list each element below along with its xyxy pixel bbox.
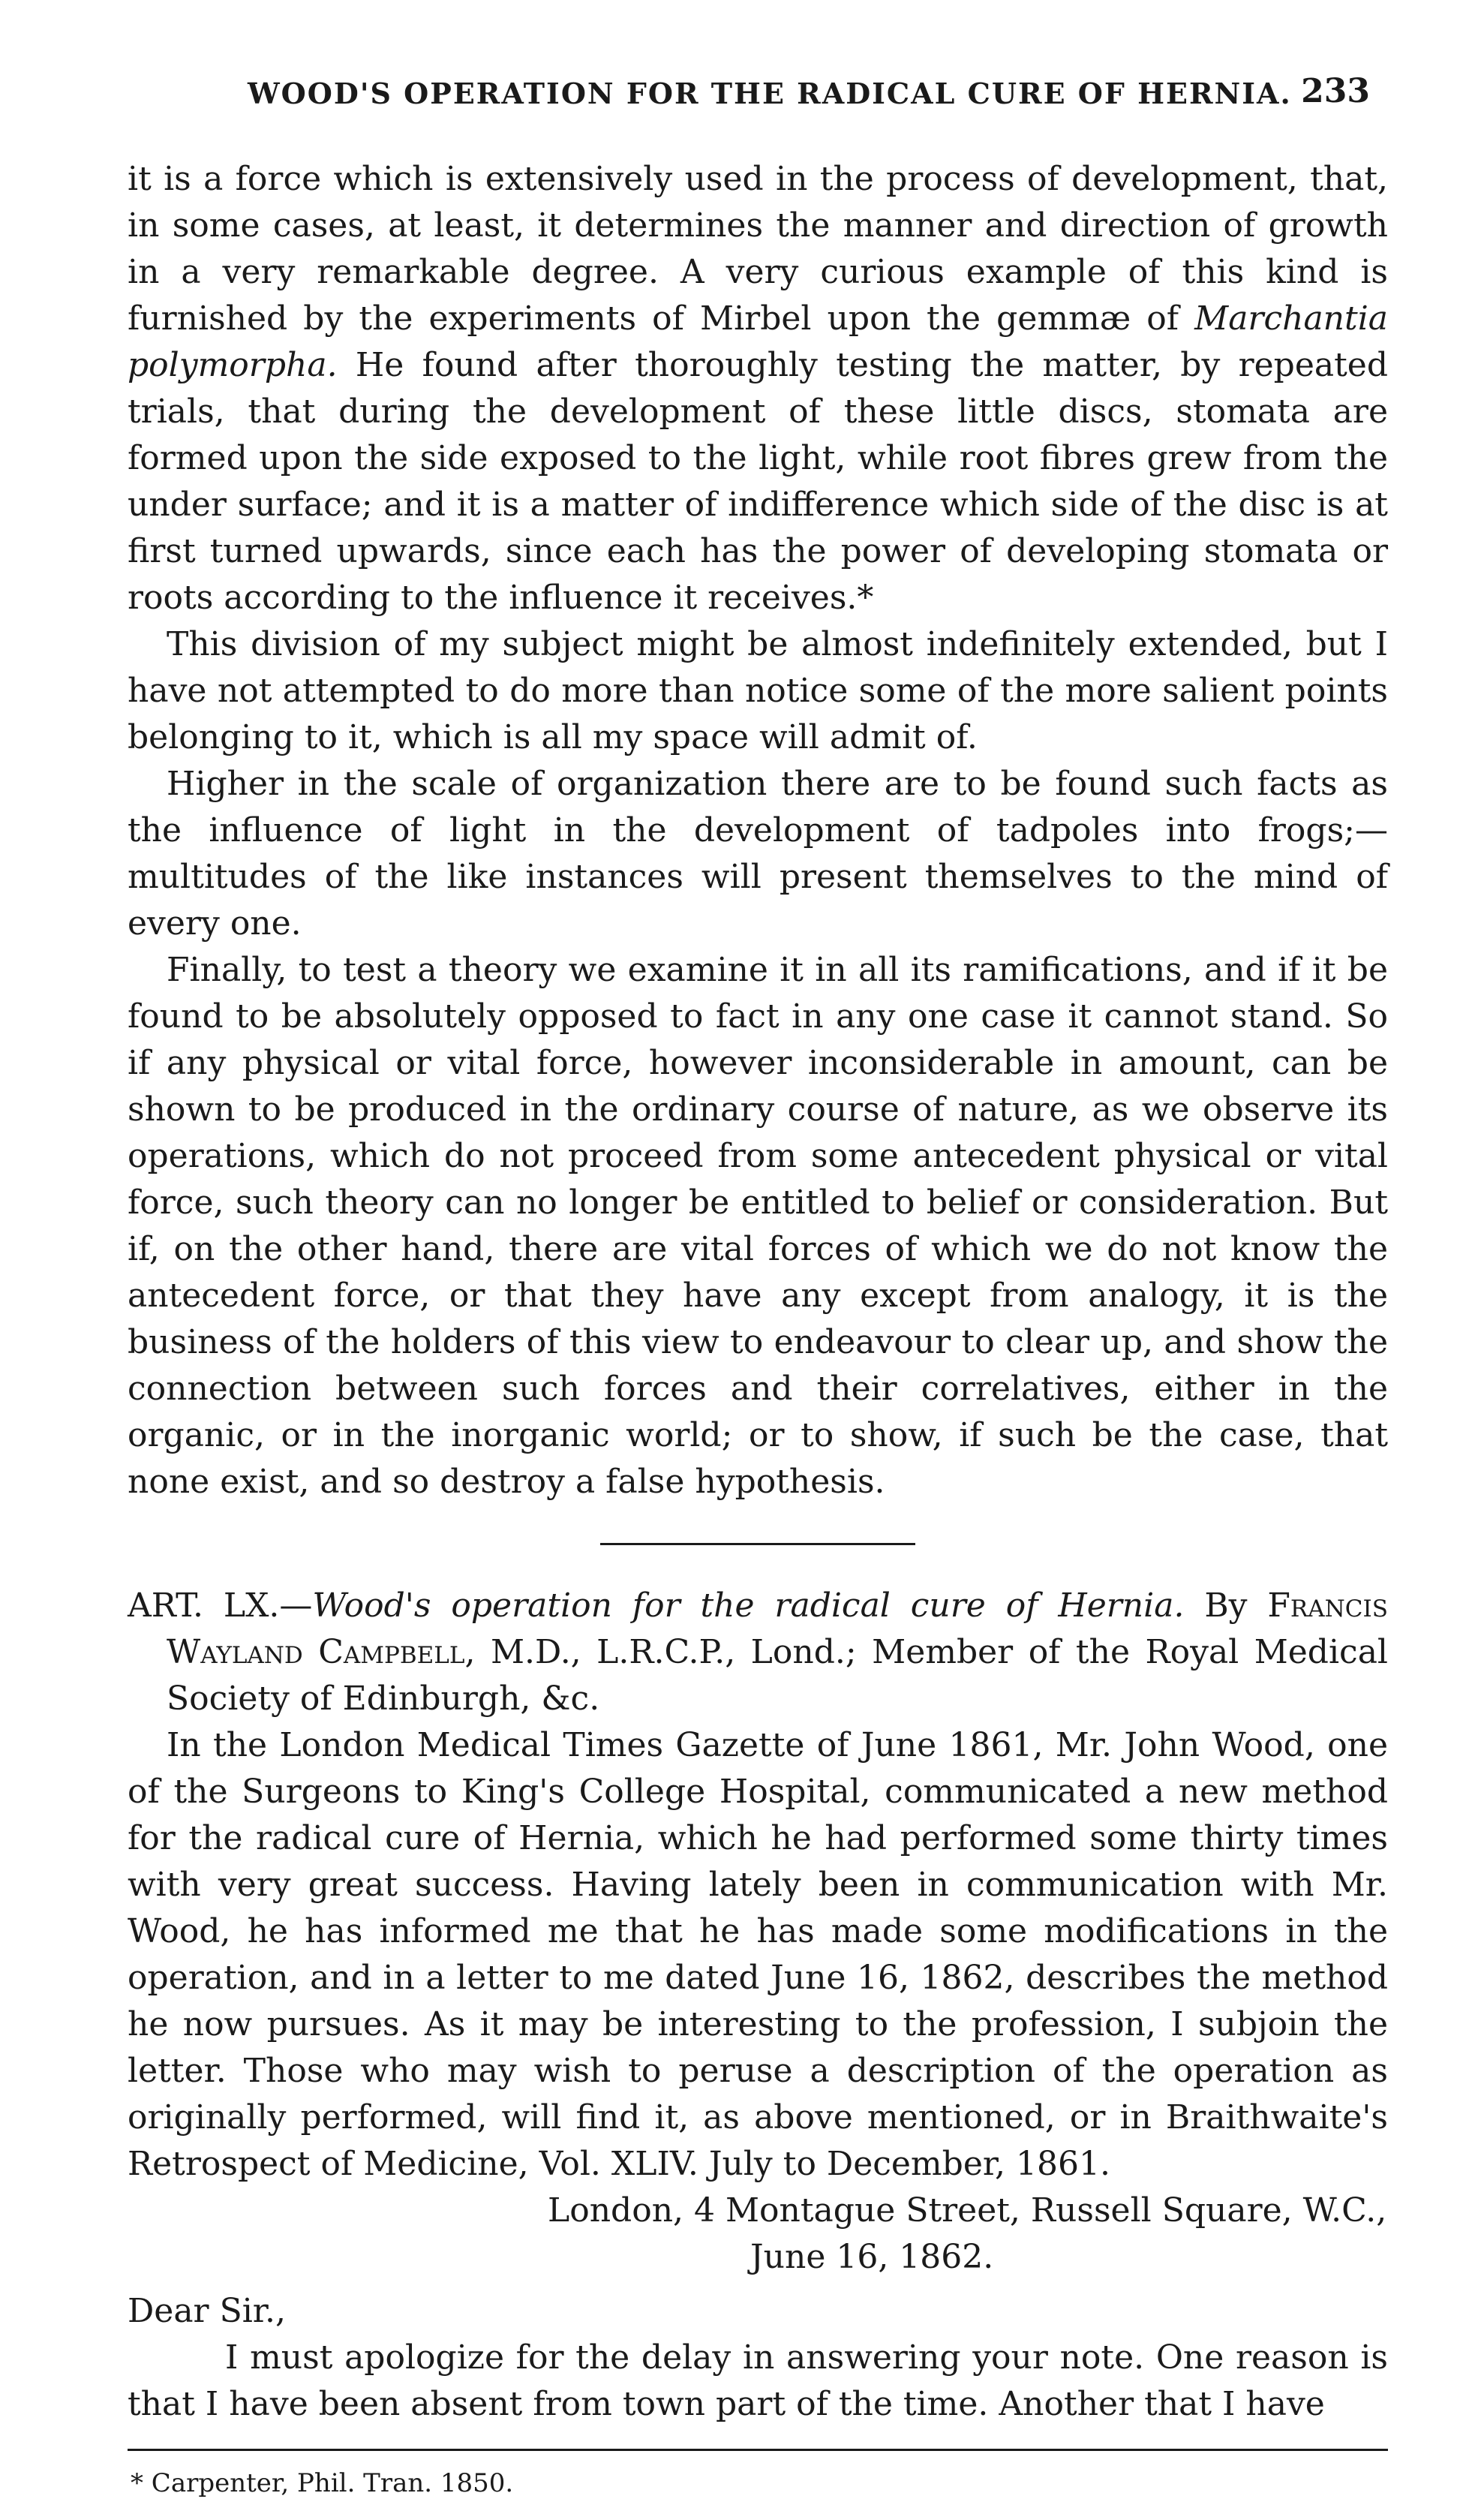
- article-credentials: , M.D., L.R.C.P., Lond.; Member of the Royal Medical Society of Edinburgh, &c.: [167, 1633, 1388, 1718]
- paragraph-1-text-a: it is a force which is extensively used in the process of development, that, in some cases, at least, it determines the manner and direction of growth in a very remarkable degree. A very curious example of this kind is furnished by the experiments of Mirbel upon the gemmæ of: [128, 160, 1388, 338]
- letter-date: June 16, 1862.: [750, 2238, 994, 2276]
- article-intro: In the London Medical Times Gazette of June 1861, Mr. John Wood, one of the Surgeons to King's College Hospital, communicated a new method for the radical cure of Hernia, which he had performed some thirty times with very great success. Having lately been in communication with Mr. Wood, he has informed me that he has made some modifications in the operation, and in a letter to me dated June 16, 1862, describes the method he now pursues. As it may be interesting to the profession, I subjoin the letter. Those who may wish to peruse a description of the operation as originally performed, will find it, as above mentioned, or in Braithwaite's Retrospect of Medicine, Vol. XLIV. July to December, 1861.: [128, 1726, 1388, 2183]
- letter-salutation: Dear Sir.,: [128, 2292, 286, 2330]
- paragraph-1: [128, 156, 1388, 621]
- page-number: 233: [1301, 72, 1370, 110]
- paragraph-3: Higher in the scale of organization there are to be found such facts as the influence of light in the development of tadpoles into frogs;—multitudes of the like instances will present themselves to the mind of every one.: [128, 765, 1388, 943]
- species-name: Marchantia polymorpha.: [128, 299, 1388, 384]
- section-divider: [600, 1543, 915, 1545]
- document-page: [128, 72, 1388, 2502]
- article-by: By: [1184, 1586, 1268, 1625]
- footnote-rule: [128, 2449, 1388, 2451]
- article-heading: [128, 1583, 1388, 1722]
- paragraph-4: Finally, to test a theory we examine it in all its ramifications, and if it be found to be absolutely opposed to fact in any one case it cannot stand. So if any physical or vital force, however inconsiderable in amount, can be shown to be produced in the ordinary course of nature, as we observe its operations, which do not proceed from some antecedent physical or vital force, such theory can no longer be entitled to belief or consideration. But if, on the other hand, there are vital forces of which we do not know the antecedent force, or that they have any except from analogy, it is the business of the holders of this view to endeavour to clear up, and show the connection between such forces and their correlatives, either in the organic, or in the inorganic world; or to show, if such be the case, that none exist, and so destroy a false hypothesis.: [128, 951, 1388, 1501]
- article-title: Wood's operation for the radical cure of Hernia.: [312, 1586, 1185, 1625]
- running-title: WOOD'S OPERATION FOR THE RADICAL CURE OF HERNIA.: [248, 77, 1292, 110]
- article-author: Francis Wayland Campbell: [167, 1586, 1388, 1671]
- running-header: [128, 72, 1388, 117]
- letter-address: London, 4 Montague Street, Russell Square, W.C.,: [548, 2191, 1387, 2230]
- paragraph-2: This division of my subject might be almost indefinitely extended, but I have not attempted to do more than notice some of the more salient points belonging to it, which is all my space will admit of.: [128, 625, 1388, 756]
- letter-address-block: [128, 2188, 1388, 2281]
- paragraph-1-text-b: He found after thoroughly testing the matter, by repeated trials, that during the development of these little discs, stomata are formed upon the side exposed to the light, while root fibres grew from the under surface; and it is a matter of indifference which side of the disc is at first turned upwards, since each has the power of developing stomata or roots according to the influence it receives.*: [128, 346, 1388, 617]
- article-number: ART. LX.—: [128, 1586, 313, 1625]
- letter-opening: I must apologize for the delay in answering your note. One reason is that I have been absent from town part of the time. Another that I have: [128, 2338, 1388, 2423]
- footnote: * Carpenter, Phil. Tran. 1850.: [131, 2468, 514, 2498]
